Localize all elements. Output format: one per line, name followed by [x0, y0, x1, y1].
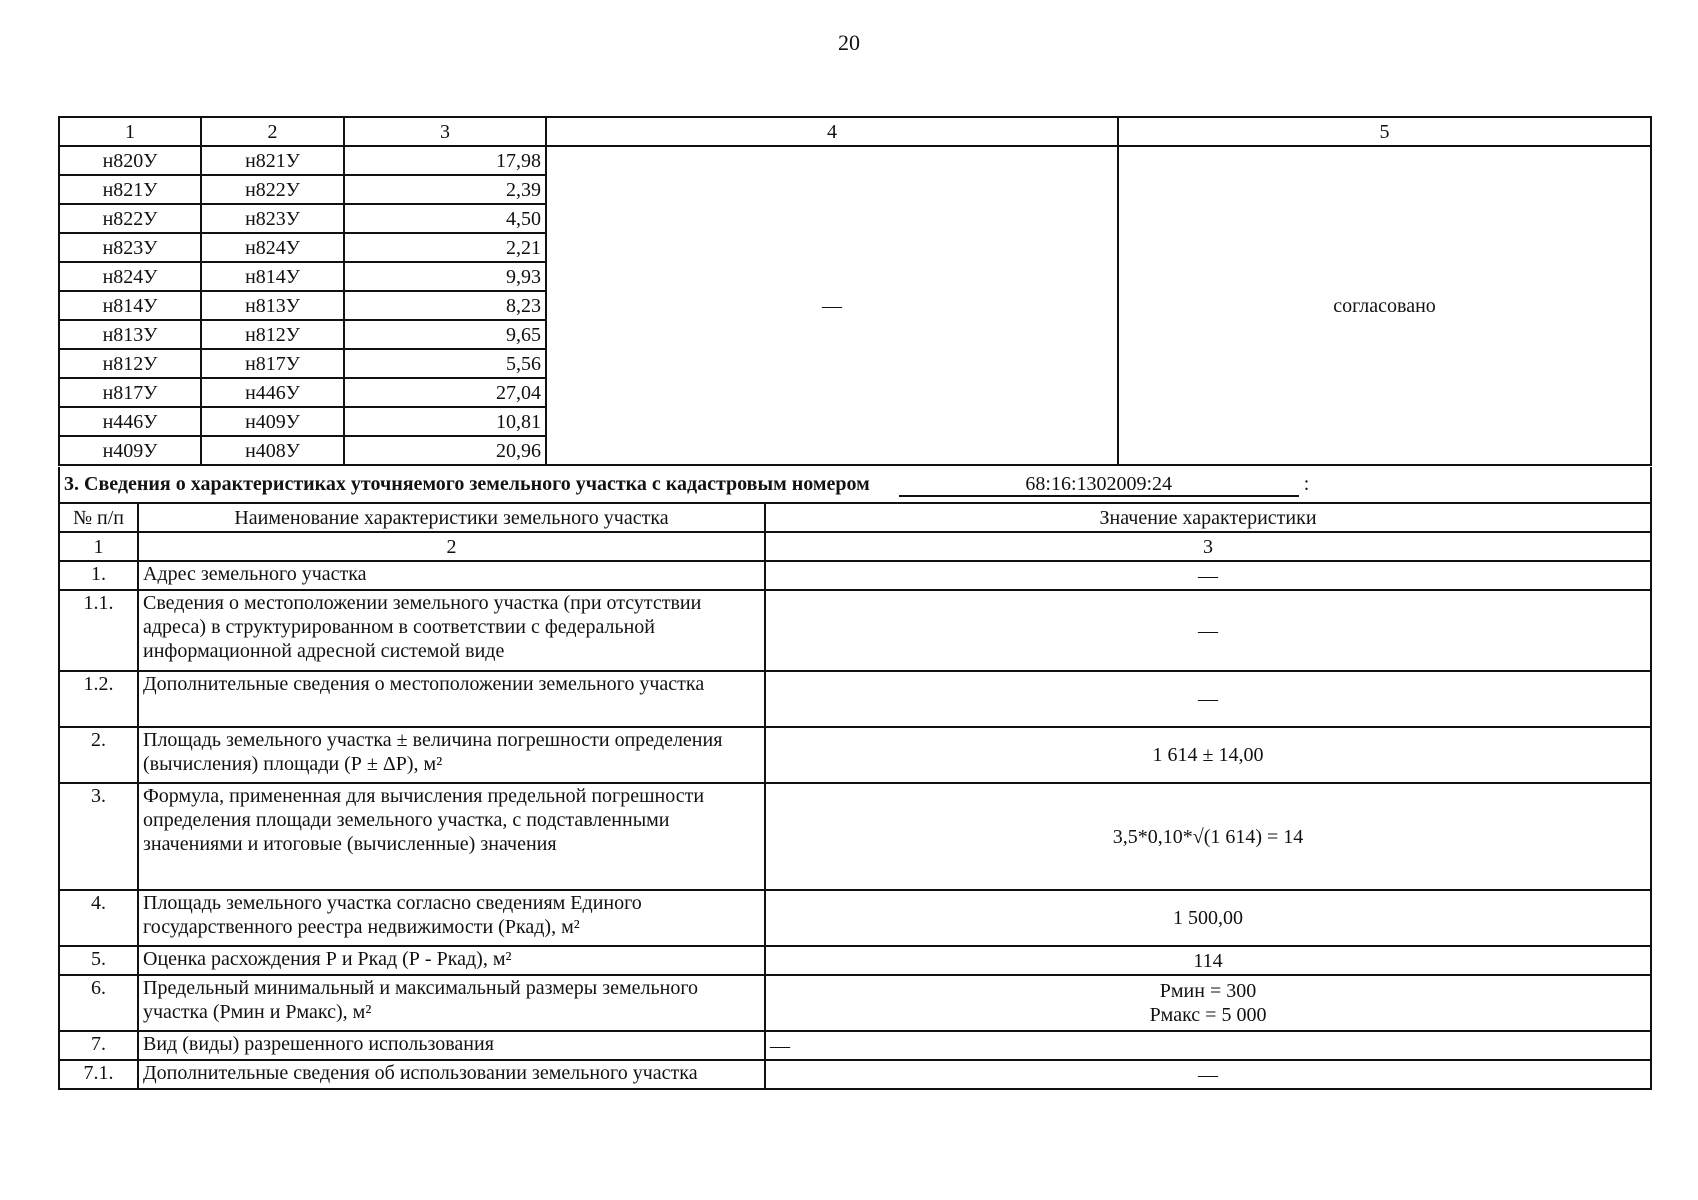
column-number: 2	[138, 532, 765, 561]
column-number: 2	[201, 117, 344, 146]
boundary-segments-table	[58, 116, 1652, 466]
table-row	[59, 890, 1651, 946]
point-to: н822У	[201, 175, 344, 204]
characteristic-name: Сведения о местоположении земельного участка (при отсутствии адреса) в структурированном в соответствии с федеральной информационной адресной системой виде	[138, 590, 765, 671]
point-from: н824У	[59, 262, 201, 291]
segment-length: 27,04	[344, 378, 546, 407]
column-number: 3	[344, 117, 546, 146]
segment-length: 17,98	[344, 146, 546, 175]
segment-length: 4,50	[344, 204, 546, 233]
characteristic-value: —	[765, 1060, 1651, 1089]
column-number: 5	[1118, 117, 1651, 146]
point-to: н814У	[201, 262, 344, 291]
header-value: Значение характеристики	[765, 503, 1651, 532]
point-to: н823У	[201, 204, 344, 233]
header-row	[59, 503, 1651, 532]
point-to: н812У	[201, 320, 344, 349]
row-number: 1.	[59, 561, 138, 590]
colon: :	[1303, 473, 1310, 495]
parcel-characteristics-table	[58, 467, 1652, 1090]
characteristic-value	[765, 975, 1651, 1031]
column-number: 1	[59, 117, 201, 146]
point-to: н446У	[201, 378, 344, 407]
page-number: 20	[838, 30, 860, 55]
segment-length: 8,23	[344, 291, 546, 320]
point-from: н820У	[59, 146, 201, 175]
characteristic-name: Площадь земельного участка ± величина погрешности определения (вычисления) площади (Р ± ΔР), м²	[138, 727, 765, 783]
point-to: н408У	[201, 436, 344, 465]
characteristic-name: Дополнительные сведения об использовании земельного участка	[138, 1060, 765, 1089]
table-row	[59, 783, 1651, 890]
segment-length: 9,65	[344, 320, 546, 349]
column-number: 1	[59, 532, 138, 561]
approval-status: согласовано	[1118, 146, 1651, 465]
point-from: н813У	[59, 320, 201, 349]
point-to: н817У	[201, 349, 344, 378]
column-number: 4	[546, 117, 1118, 146]
characteristic-value: —	[765, 1031, 1651, 1060]
column-number: 3	[765, 532, 1651, 561]
table-row	[59, 671, 1651, 727]
row-number: 1.1.	[59, 590, 138, 671]
table-row	[59, 561, 1651, 590]
segment-length: 5,56	[344, 349, 546, 378]
column-number-row	[59, 117, 1651, 146]
point-from: н446У	[59, 407, 201, 436]
characteristic-name: Формула, примененная для вычисления предельной погрешности определения площади земельного участка, с подставленными значениями и итоговые (вычисленные) значения	[138, 783, 765, 890]
segment-length: 20,96	[344, 436, 546, 465]
characteristic-value: 1 500,00	[765, 890, 1651, 946]
characteristic-name: Оценка расхождения Р и Ркад (Р - Ркад), м²	[138, 946, 765, 975]
row-number: 4.	[59, 890, 138, 946]
table-row	[59, 975, 1651, 1031]
row-number: 6.	[59, 975, 138, 1031]
characteristic-value: 114	[765, 946, 1651, 975]
table-row	[59, 1060, 1651, 1089]
point-from: н823У	[59, 233, 201, 262]
row-number: 1.2.	[59, 671, 138, 727]
point-from: н822У	[59, 204, 201, 233]
point-to: н409У	[201, 407, 344, 436]
row-number: 7.1.	[59, 1060, 138, 1089]
point-from: н821У	[59, 175, 201, 204]
segment-length: 2,21	[344, 233, 546, 262]
min-size-value: Рмин = 300	[1159, 980, 1257, 1002]
section-title-row	[59, 467, 1651, 503]
segment-length: 2,39	[344, 175, 546, 204]
point-to: н824У	[201, 233, 344, 262]
col4-value: —	[546, 146, 1118, 465]
characteristic-name: Дополнительные сведения о местоположении земельного участка	[138, 671, 765, 727]
characteristic-value: —	[765, 671, 1651, 727]
characteristic-value: 1 614 ± 14,00	[765, 727, 1651, 783]
table-row	[59, 727, 1651, 783]
point-from: н817У	[59, 378, 201, 407]
table-row	[59, 590, 1651, 671]
header-num: № п/п	[59, 503, 138, 532]
point-from: н814У	[59, 291, 201, 320]
row-number: 3.	[59, 783, 138, 890]
header-name: Наименование характеристики земельного участка	[138, 503, 765, 532]
characteristic-value: —	[765, 590, 1651, 671]
section-header	[59, 467, 1651, 503]
section-title: 3. Сведения о характеристиках уточняемого земельного участка с кадастровым номером	[64, 473, 870, 495]
segment-length: 10,81	[344, 407, 546, 436]
characteristic-name: Предельный минимальный и максимальный размеры земельного участка (Рмин и Рмакс), м²	[138, 975, 765, 1031]
characteristic-value: 3,5*0,10*√(1 614) = 14	[765, 783, 1651, 890]
max-size-value: Рмакс = 5 000	[1149, 1004, 1267, 1026]
point-to: н821У	[201, 146, 344, 175]
column-number-row	[59, 532, 1651, 561]
row-number: 2.	[59, 727, 138, 783]
point-from: н812У	[59, 349, 201, 378]
table-row	[59, 146, 1651, 175]
cadastral-number: 68:16:1302009:24	[899, 473, 1299, 497]
characteristic-name: Адрес земельного участка	[138, 561, 765, 590]
point-from: н409У	[59, 436, 201, 465]
segment-length: 9,93	[344, 262, 546, 291]
point-to: н813У	[201, 291, 344, 320]
characteristic-value: —	[765, 561, 1651, 590]
table-row	[59, 1031, 1651, 1060]
row-number: 7.	[59, 1031, 138, 1060]
table-row	[59, 946, 1651, 975]
row-number: 5.	[59, 946, 138, 975]
characteristic-name: Вид (виды) разрешенного использования	[138, 1031, 765, 1060]
characteristic-name: Площадь земельного участка согласно сведениям Единого государственного реестра недвижимости (Ркад), м²	[138, 890, 765, 946]
